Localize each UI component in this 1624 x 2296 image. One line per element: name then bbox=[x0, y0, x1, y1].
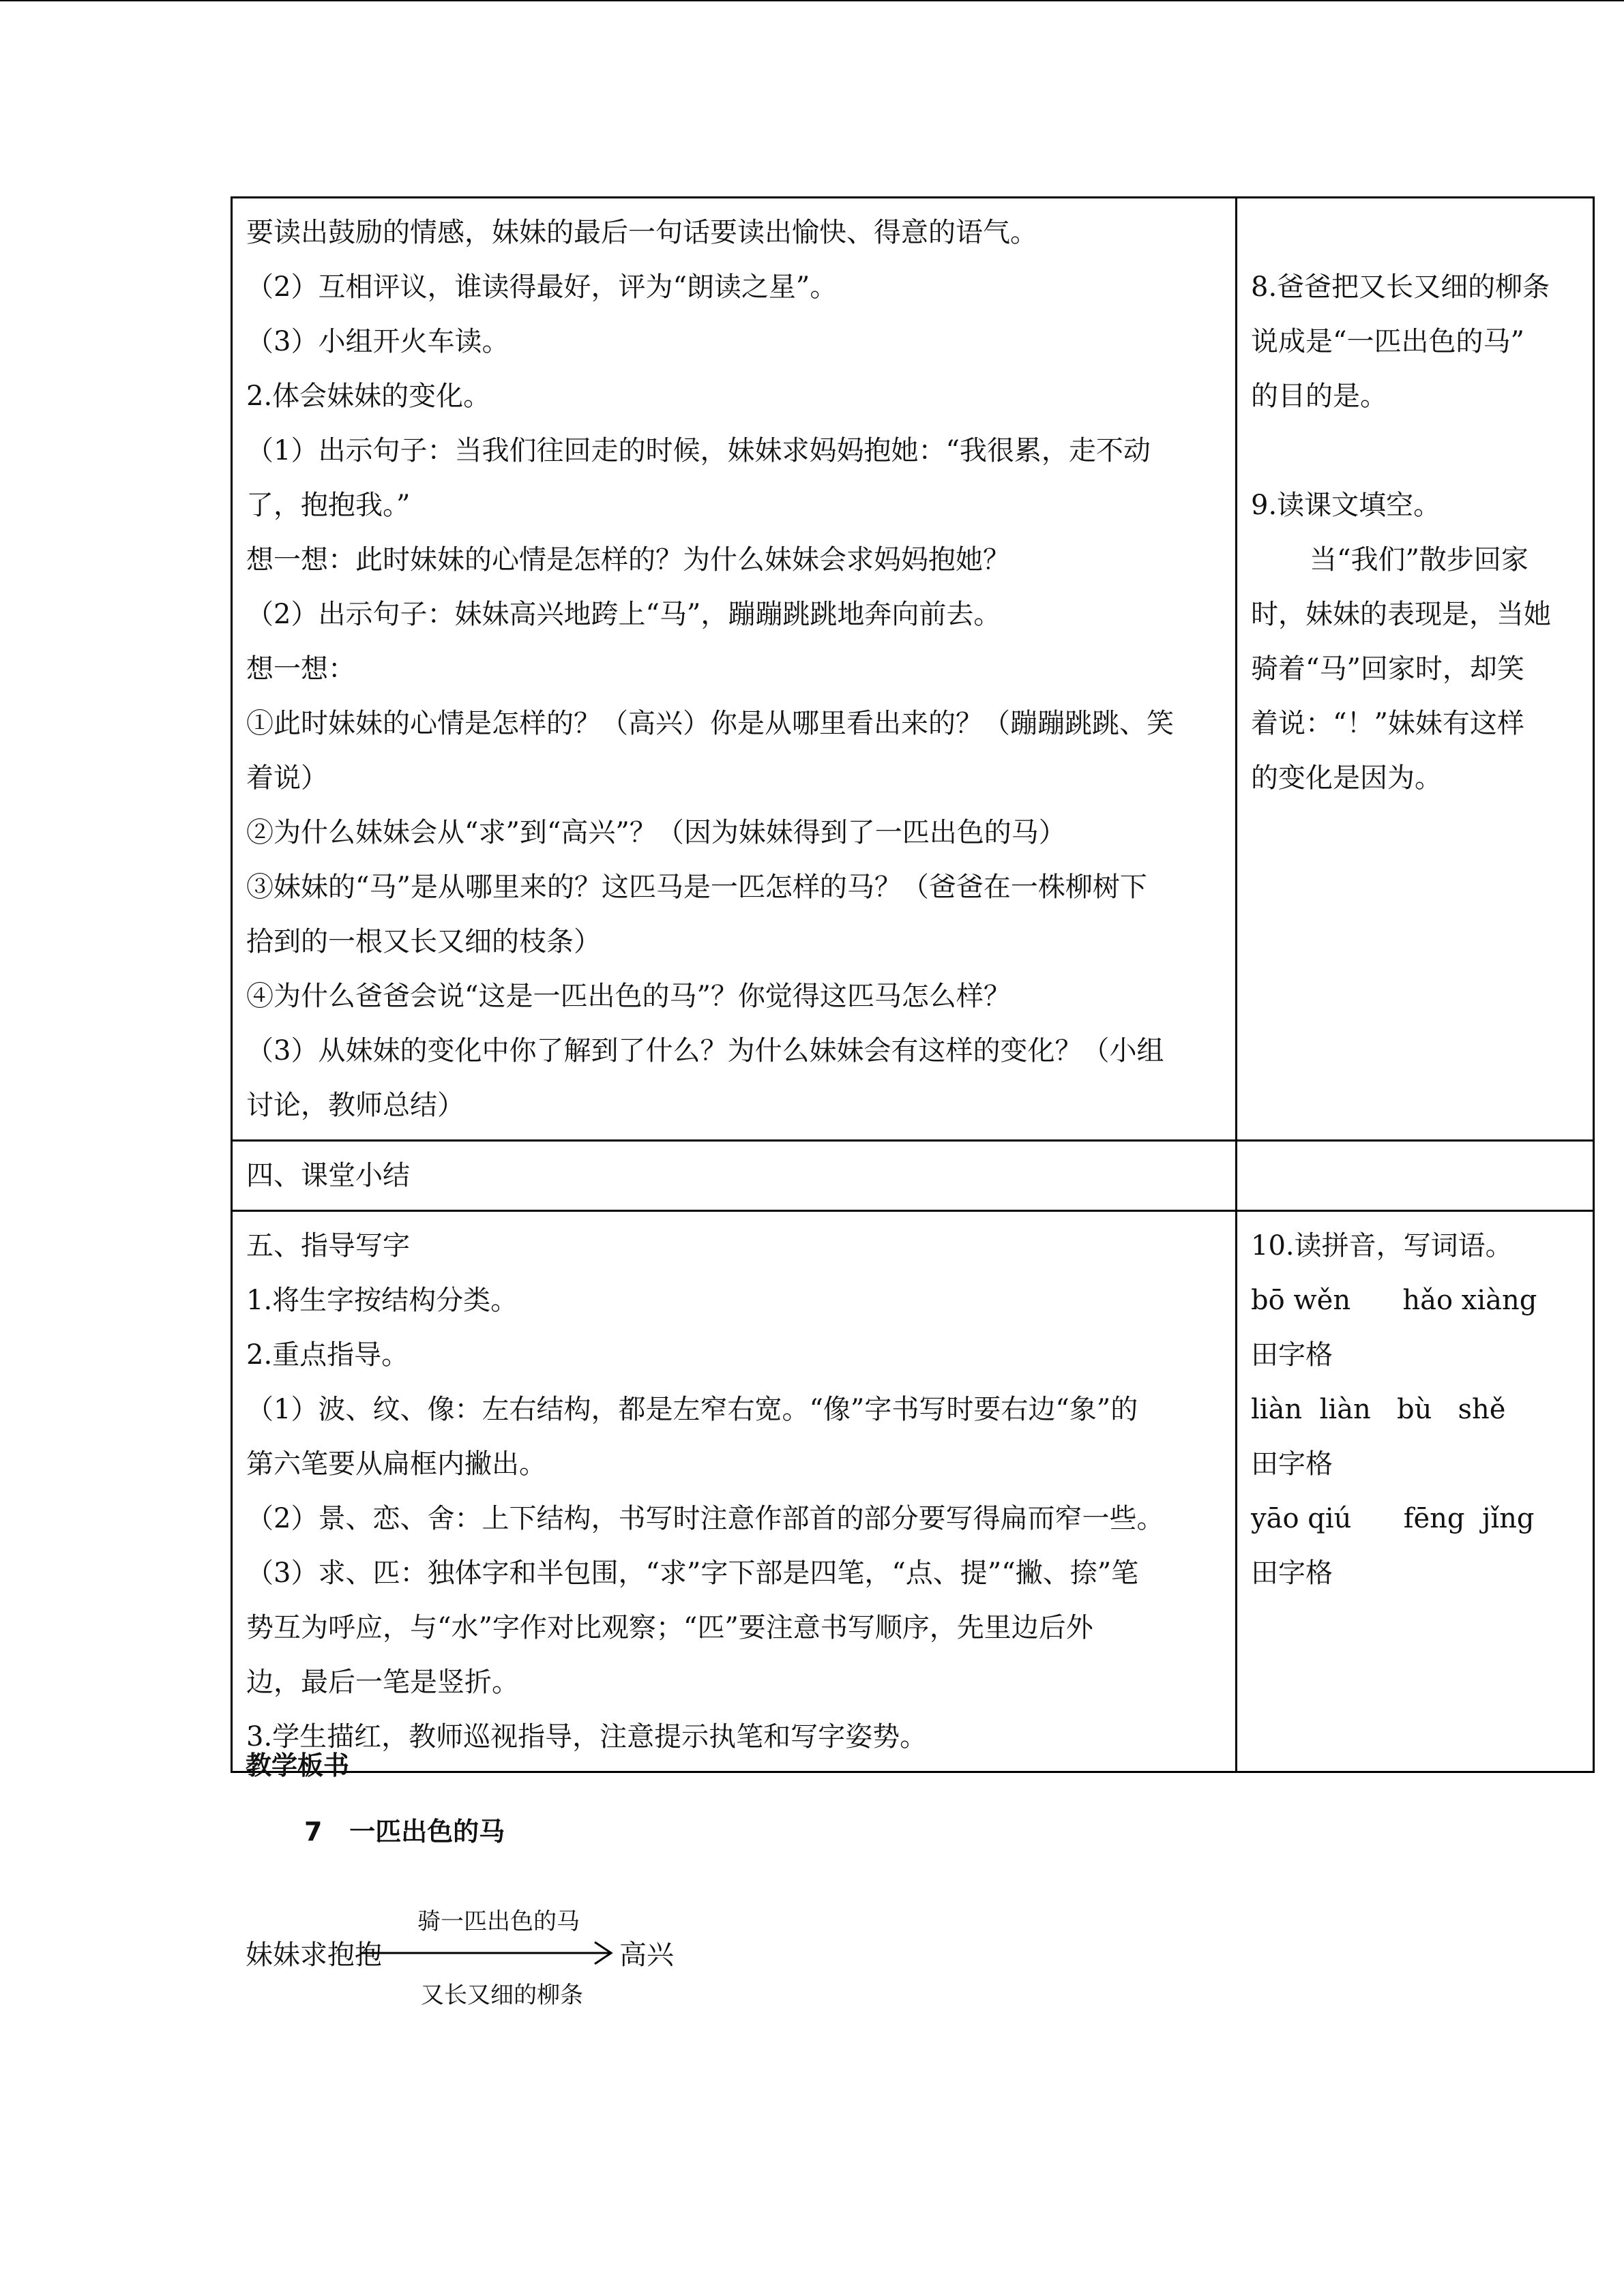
text-line: ①此时妹妹的心情是怎样的？（高兴）你是从哪里看出来的？（蹦蹦跳跳、笑 bbox=[246, 708, 1174, 739]
spacer bbox=[1251, 423, 1579, 478]
table-row bbox=[232, 198, 1594, 1141]
summary-cell bbox=[232, 1141, 1237, 1211]
text-line: 3.学生描红，教师巡视指导，注意提示执笔和写字姿势。 bbox=[246, 1721, 928, 1753]
spacer bbox=[1251, 205, 1579, 260]
tianzige-label: 田字格 bbox=[1251, 1557, 1333, 1589]
text-line: 边，最后一笔是竖折。 bbox=[246, 1667, 519, 1698]
process-cell-reading bbox=[232, 198, 1237, 1141]
table-row bbox=[232, 1211, 1594, 1772]
text-line: （2）景、恋、舍：上下结构，书写时注意作部首的部分要写得扁而窄一些。 bbox=[246, 1503, 1164, 1534]
text-line: （3）小组开火车读。 bbox=[246, 326, 510, 357]
text-line: ②为什么妹妹会从“求”到“高兴”？（因为妹妹得到了一匹出色的马） bbox=[246, 817, 1066, 848]
lesson-plan-table bbox=[231, 196, 1595, 1773]
text-line: 2.体会妹妹的变化。 bbox=[246, 381, 491, 412]
text-line: 想一想：此时妹妹的心情是怎样的？为什么妹妹会求妈妈抱她？ bbox=[246, 544, 1010, 576]
text-line: （3）求、匹：独体字和半包围，“求”字下部是四笔，“点、提”“撇、捺”笔 bbox=[246, 1557, 1139, 1589]
pinyin-line: liàn liàn bù shě bbox=[1251, 1394, 1506, 1425]
text-line: （1）出示句子：当我们往回走的时候，妹妹求妈妈抱她：“我很累，走不动 bbox=[246, 435, 1151, 466]
pinyin-exercise-cell bbox=[1237, 1211, 1594, 1772]
question-9-line: 骑着“马”回家时，却笑 bbox=[1251, 653, 1524, 685]
pinyin-line: yāo qiú fēng jǐng bbox=[1251, 1503, 1535, 1534]
text-line: ④为什么爸爸会说“这是一匹出色的马”？你觉得这匹马怎么样？ bbox=[246, 981, 1011, 1012]
tianzige-label: 田字格 bbox=[1251, 1339, 1333, 1371]
text-line: 讨论，教师总结） bbox=[246, 1090, 464, 1121]
text-line: 1.将生字按结构分类。 bbox=[246, 1285, 518, 1316]
top-border-line bbox=[0, 0, 1624, 1]
tianzige-label: 田字格 bbox=[1251, 1448, 1333, 1480]
diagram-start-text: 妹妹求抱抱 bbox=[246, 1939, 382, 1971]
arrow-label-below: 又长又细的柳条 bbox=[421, 1982, 583, 2009]
question-9-line: 时，妹妹的表现是，当她 bbox=[1251, 599, 1551, 630]
text-line: （1）波、纹、像：左右结构，都是左窄右宽。“像”字书写时要右边“象”的 bbox=[246, 1394, 1138, 1425]
table-row bbox=[232, 1141, 1594, 1211]
board-heading: 教学板书 bbox=[246, 1750, 350, 1780]
question-8-line: 8.爸爸把又长又细的柳条 bbox=[1251, 271, 1550, 303]
arrow-label-above: 骑一匹出色的马 bbox=[417, 1908, 580, 1935]
board-title: 7 一匹出色的马 bbox=[304, 1817, 505, 1847]
text-line: 想一想： bbox=[246, 653, 355, 685]
question-9-line: 当“我们”散步回家 bbox=[1310, 544, 1529, 576]
text-line: 2.重点指导。 bbox=[246, 1339, 409, 1371]
question-8-line: 说成是“一匹出色的马” bbox=[1251, 326, 1524, 357]
writing-guidance-cell bbox=[232, 1211, 1237, 1772]
text-line: 了，抱抱我。” bbox=[246, 490, 411, 521]
text-line: 着说） bbox=[246, 762, 328, 794]
text-line: 要读出鼓励的情感，妹妹的最后一句话要读出愉快、得意的语气。 bbox=[246, 217, 1037, 248]
section-heading: 四、课堂小结 bbox=[246, 1160, 410, 1191]
diagram-end-text: 高兴 bbox=[619, 1939, 674, 1971]
text-line: 拾到的一根又长又细的枝条） bbox=[246, 926, 601, 957]
board-diagram bbox=[246, 1903, 723, 2012]
question-10-line: 10.读拼音，写词语。 bbox=[1251, 1230, 1513, 1262]
section-heading: 五、指导写字 bbox=[246, 1230, 410, 1262]
text-line: 第六笔要从扁框内撇出。 bbox=[246, 1448, 546, 1480]
text-line: ③妹妹的“马”是从哪里来的？这匹马是一匹怎样的马？（爸爸在一株柳树下 bbox=[246, 871, 1147, 903]
exercise-cell-questions bbox=[1237, 198, 1594, 1141]
question-8-line: 的目的是。 bbox=[1251, 381, 1387, 412]
text-line: （2）互相评议，谁读得最好，评为“朗读之星”。 bbox=[246, 271, 838, 303]
question-9-line: 9.读课文填空。 bbox=[1251, 490, 1441, 521]
text-line: 势互为呼应，与“水”字作对比观察；“匹”要注意书写顺序，先里边后外 bbox=[246, 1612, 1093, 1643]
pinyin-line: bō wěn hǎo xiàng bbox=[1251, 1285, 1537, 1316]
text-line: （2）出示句子：妹妹高兴地跨上“马”，蹦蹦跳跳地奔向前去。 bbox=[246, 599, 1001, 630]
text-line: （3）从妹妹的变化中你了解到了什么？为什么妹妹会有这样的变化？（小组 bbox=[246, 1035, 1164, 1067]
question-9-line: 的变化是因为。 bbox=[1251, 762, 1442, 794]
summary-exercise-cell bbox=[1237, 1141, 1594, 1211]
question-9-line: 着说：“！”妹妹有这样 bbox=[1251, 708, 1524, 739]
